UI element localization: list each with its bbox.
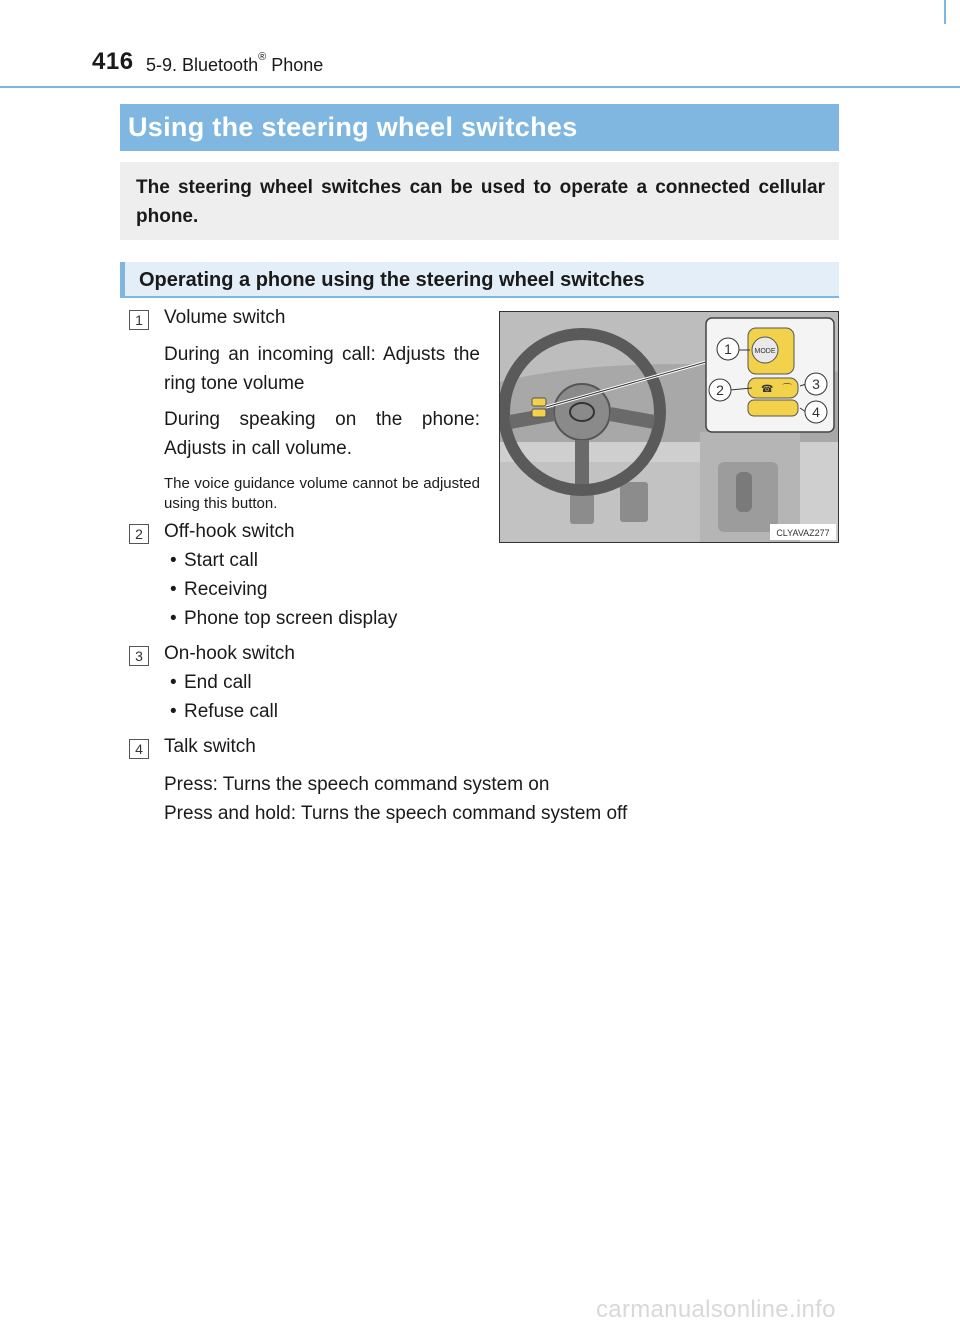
item-desc-speaking: During speaking on the phone: Adjusts in call volume.	[164, 409, 480, 459]
page-number: 416	[92, 48, 134, 75]
item-note-voice-guidance: The voice guidance volume cannot be adjusted using this button.	[164, 475, 480, 512]
bullet-icon: •	[170, 701, 177, 722]
bullet-icon: •	[170, 579, 177, 600]
intro-box: The steering wheel switches can be used to operate a connected cellular phone.	[120, 162, 839, 240]
gear-shifter	[736, 472, 752, 512]
bullet-icon: •	[170, 550, 177, 571]
chapter-title	[146, 51, 324, 76]
talk-switch-detail	[748, 400, 798, 416]
item-label-volume-switch: Volume switch	[164, 307, 286, 328]
chapter-prefix: 5-9. Bluetooth	[146, 55, 259, 75]
wheel-switch-volume	[532, 398, 546, 406]
section-title: Using the steering wheel switches	[120, 104, 839, 151]
bullet-text: Start call	[184, 550, 258, 571]
bullet-icon: •	[170, 608, 177, 629]
bullet-text: End call	[184, 672, 252, 693]
list-item	[170, 579, 267, 601]
callout-number-2: 2	[716, 382, 724, 398]
steering-wheel-illustration	[499, 311, 839, 543]
callout-number-3: 3	[812, 376, 820, 392]
callout-number-4: 4	[812, 404, 820, 420]
bullet-text: Receiving	[184, 579, 268, 600]
list-item	[170, 550, 258, 572]
cockpit-drawing	[500, 312, 839, 543]
item-label-off-hook-switch: Off-hook switch	[164, 521, 295, 542]
item-label-talk-switch: Talk switch	[164, 736, 256, 757]
wheel-switch-phone	[532, 409, 546, 417]
item-label-on-hook-switch: On-hook switch	[164, 643, 295, 664]
list-item	[170, 701, 278, 723]
item-number-4: 4	[129, 739, 149, 759]
on-hook-icon: ⌒	[782, 384, 792, 395]
off-hook-icon: ☎	[761, 384, 774, 395]
chapter-suffix: Phone	[266, 55, 324, 75]
callout-number-1: 1	[724, 341, 732, 357]
bullet-icon: •	[170, 672, 177, 693]
item-number-2: 2	[129, 524, 149, 544]
item-desc-press-and-hold: Press and hold: Turns the speech command system off	[164, 803, 628, 824]
item-number-1: 1	[129, 310, 149, 330]
pedal	[620, 482, 648, 522]
watermark: carmanualsonline.info	[596, 1296, 836, 1323]
mode-label: MODE	[754, 348, 776, 355]
figure-code: CLYAVAZ277	[776, 528, 830, 538]
item-desc-incoming-call: During an incoming call: Adjusts the ring tone volume	[164, 344, 480, 394]
list-item	[170, 608, 397, 630]
item-number-3: 3	[129, 646, 149, 666]
item-desc-press: Press: Turns the speech command system on	[164, 774, 550, 795]
bullet-text: Phone top screen display	[184, 608, 398, 629]
list-item	[170, 672, 252, 694]
header-tab-line	[944, 0, 946, 24]
registered-mark: ®	[258, 51, 267, 63]
bullet-text: Refuse call	[184, 701, 278, 722]
header-rule	[0, 86, 960, 88]
subsection-title: Operating a phone using the steering wheel switches	[120, 262, 839, 298]
